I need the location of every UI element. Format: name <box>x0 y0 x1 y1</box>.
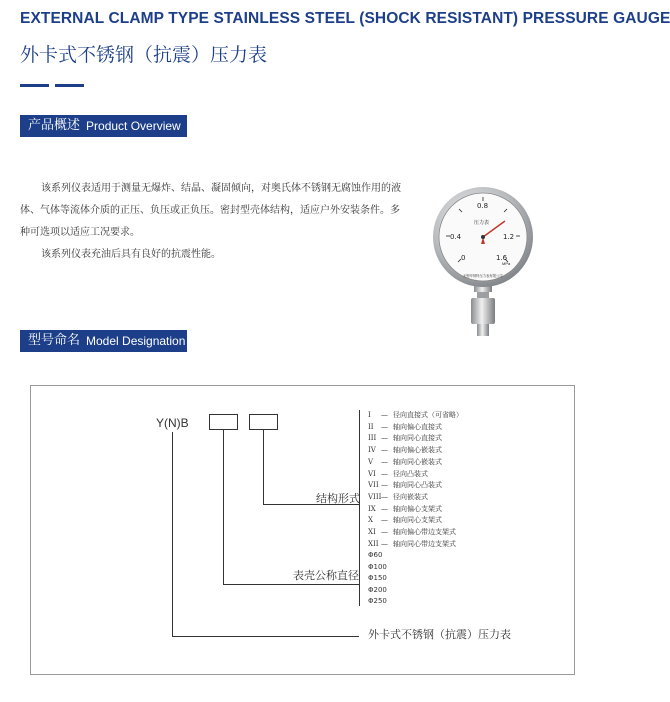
model-prefix: Y(N)B <box>156 416 189 430</box>
gauge-unit: MPa <box>502 261 511 266</box>
list-item: III — 轴向同心直接式 <box>368 434 442 443</box>
section-heading-cn: 产品概述 <box>28 118 81 133</box>
list-item: XI — 轴向偏心带边支架式 <box>368 528 456 537</box>
diameter-bracket <box>359 550 360 606</box>
overview-paragraph: 该系列仪表充油后具有良好的抗震性能。 <box>41 249 221 260</box>
list-item: XII — 轴向同心带边支架式 <box>368 539 456 548</box>
gauge-scale-label: 1.2 <box>503 233 515 241</box>
list-item: IX — 轴向偏心支架式 <box>368 504 442 513</box>
section-heading-model <box>20 330 187 352</box>
page-title-en: EXTERNAL CLAMP TYPE STAINLESS STEEL (SHOCK RESISTANT) PRESSURE GAUGE <box>20 10 670 27</box>
gauge-pointer-hub <box>481 235 485 239</box>
title-underline-left <box>20 84 49 87</box>
gauge-scale-label: 1.6 <box>496 254 508 262</box>
list-item: VIII — 径向嵌装式 <box>368 492 428 501</box>
list-item: Φ200 <box>368 585 387 594</box>
title-underline-right <box>55 84 84 87</box>
page-title-cn: 外卡式不锈钢（抗震）压力表 <box>20 44 268 66</box>
list-item: VI — 径向凸装式 <box>368 469 428 478</box>
gauge-thread <box>477 324 489 336</box>
list-item: Φ250 <box>368 597 387 605</box>
gauge-hex-fitting <box>471 298 495 324</box>
leader-line-diameter-horizontal <box>223 584 359 585</box>
overview-text <box>20 178 405 266</box>
gauge-nut <box>477 292 489 298</box>
diameter-options-list <box>368 550 387 608</box>
code-box-structure <box>249 414 278 430</box>
list-item: I — 径向直接式（可省略） <box>368 411 463 419</box>
gauge-manufacturer: 无锡华纳特压力表有限公司 <box>463 274 503 278</box>
section-heading-en: Model Designation <box>86 334 186 348</box>
section-heading-overview <box>20 115 187 137</box>
structure-label: 结构形式 <box>316 492 360 505</box>
diameter-label: 表壳公称直径 <box>293 569 359 582</box>
gauge-scale-label: 0.4 <box>450 233 462 241</box>
list-item: Φ150 <box>368 574 387 582</box>
overview-paragraph: 该系列仪表适用于测量无爆炸、结晶、凝固倾向，对奥氏体不锈钢无腐蚀作用的液体、气体等流体介质的正压、负压或正负压。密封型壳体结构，适应户外安装条件。多种可选项以适应工况要求。 <box>20 183 401 238</box>
list-item: VII — 轴向同心凸装式 <box>368 481 442 490</box>
pressure-gauge-image <box>432 186 534 338</box>
gauge-scale-label: 0 <box>461 254 466 262</box>
section-heading-en: Product Overview <box>86 119 181 133</box>
list-item: Φ100 <box>368 562 387 571</box>
list-item: II — 轴向偏心直接式 <box>368 422 442 431</box>
gauge-dial-title: 压力表 <box>474 220 490 226</box>
list-item: V — 轴向同心嵌装式 <box>368 457 442 466</box>
structure-options-list <box>368 410 463 550</box>
gauge-scale-label: 0.8 <box>477 202 489 210</box>
model-designation-diagram <box>30 385 575 675</box>
leader-line-structure-vertical <box>263 430 264 504</box>
leader-line-name-horizontal <box>172 636 359 637</box>
list-item: IV — 轴向偏心嵌装式 <box>368 446 442 455</box>
product-name-label: 外卡式不锈钢（抗震）压力表 <box>368 628 511 641</box>
leader-line-name-vertical <box>172 432 173 636</box>
structure-bracket <box>359 410 360 555</box>
section-heading-cn: 型号命名 <box>28 333 81 348</box>
code-box-diameter <box>209 414 238 430</box>
list-item: X — 轴向同心支架式 <box>368 516 442 525</box>
leader-line-diameter-vertical <box>223 430 224 584</box>
list-item: Φ60 <box>368 551 383 559</box>
